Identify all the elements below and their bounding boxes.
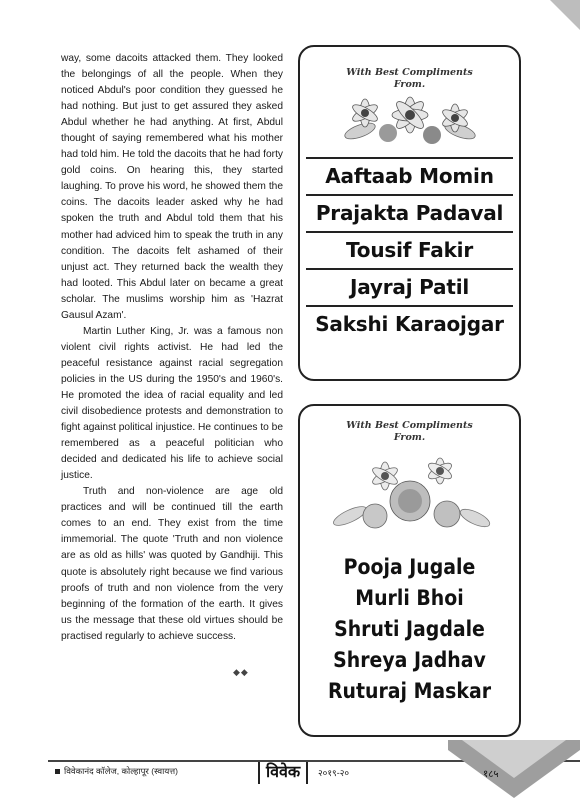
paragraph-truth: Truth and non-violence are age old practices and will be continued till the earth comes to an end. They exist from the time immemorial. The quote 'Truth and non violence are as old as hills' was quoted by Gandhiji. This quote is absolutely right because we find various proofs of truth and non violence from the very beginning of the formation of the earth. It gives us the message that these old virtues should be practised regularly to achieve success.	[61, 486, 283, 642]
flower-bouquet-image	[325, 446, 495, 546]
flower-bouquet-image	[330, 93, 490, 153]
college-name: विवेकानंद कॉलेज, कोल्हापूर (स्वायत्त)	[64, 766, 178, 776]
name-2: Murli Bhoi	[355, 586, 464, 610]
compliment-line: With Best Compliments	[346, 67, 473, 78]
name-list	[300, 552, 519, 707]
article-text	[61, 51, 283, 645]
name-5: Sakshi Karaojgar	[315, 312, 504, 336]
footer-college	[55, 766, 178, 777]
name-1: Aaftaab Momin	[306, 157, 513, 196]
name-3: Shruti Jagdale	[334, 617, 485, 641]
name-2: Prajakta Padaval	[306, 196, 513, 233]
compliments-card-2	[298, 404, 521, 737]
compliments-card-1	[298, 45, 521, 381]
paragraph-mlk: Martin Luther King, Jr. was a famous non violent civil rights activist. He had led the peaceful resistance against racial segregation policies in the US during the 1950's and 1960's. He promoted the idea of racial equality and led civil disobedience protests and demonstration to fight against political injustice. He continues to be remembered as a peaceful politician who decided and dedicated his life to achieve social justice.	[61, 325, 283, 482]
bullet-square-icon	[55, 769, 60, 774]
name-1: Pooja Jugale	[343, 555, 476, 579]
compliment-from: From.	[393, 432, 426, 443]
chevron-down-decoration	[448, 740, 580, 800]
name-3: Tousif Fakir	[306, 233, 513, 270]
name-4: Jayraj Patil	[306, 270, 513, 307]
compliment-heading	[300, 420, 519, 444]
page-footer	[0, 742, 580, 800]
end-mark: ◆◆	[233, 667, 249, 677]
compliment-line: With Best Compliments	[346, 420, 473, 431]
name-4: Shreya Jadhav	[333, 648, 486, 672]
compliment-from: From.	[393, 79, 426, 90]
compliment-heading	[300, 67, 519, 91]
page-corner-fold	[550, 0, 580, 30]
paragraph-abdul: way, some dacoits attacked them. They looked the belongings of all the people. When they noticed Abdul's poor condition they guessed he had nothing. But just to get assured they asked Abdul whether he had anything. At first, Abdul thought of saying remembered what his mother had told him. He told the dacoits that he had forty gold coins. On hearing this, they started laughing. To prove his word, he showed them the coins. The dacoits leader asked why he had spoken the truth and Abdul told them that his mother had adviced him to speak the truth in any condition. The dacoits felt ashamed of their unjust act. They returned back the wealth they had looted. This Abdul later on became a great scholar. The muslims worship him as 'Hazrat Gausul Azam'.	[61, 53, 283, 321]
name-5: Ruturaj Maskar	[327, 679, 492, 703]
footer-year: २०१९-२०	[318, 768, 350, 778]
magazine-title: विवेक	[258, 762, 308, 784]
page-number: १८५	[483, 769, 499, 780]
